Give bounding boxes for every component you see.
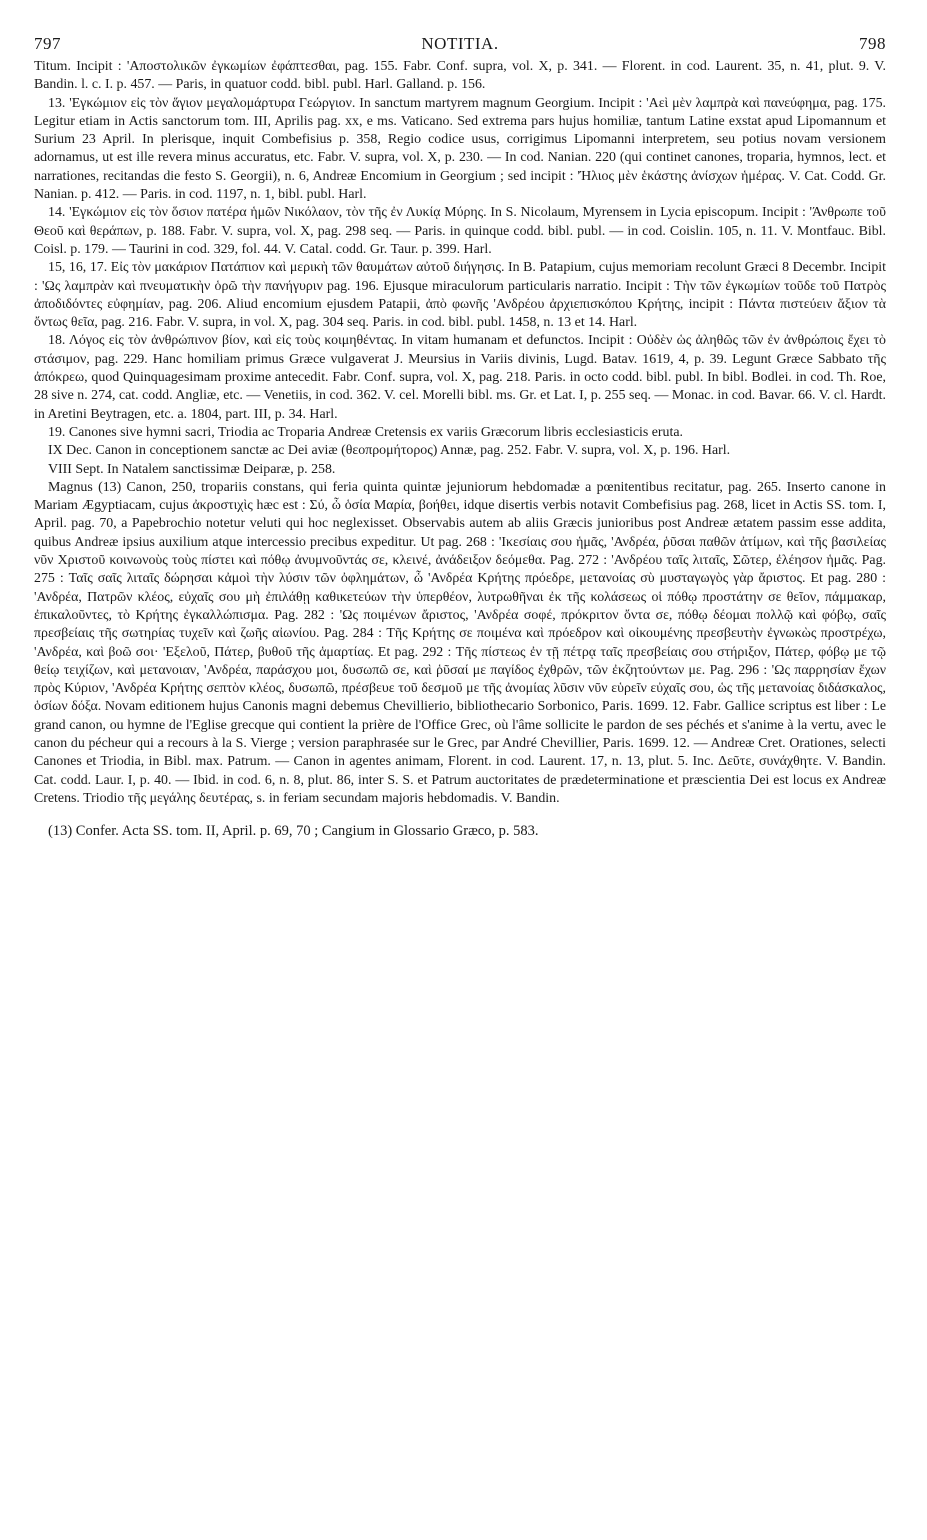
paragraph-18-vitam-humanam: 18. Λόγος εἰς τὸν ἀνθρώπινον βίον, καὶ εἰς τοὺς κοιμηθέντας. In vitam humanam et defunctos. Incipit : Οὐδὲν ὡς ἀληθῶς τῶν ἐν ἀνθρώποις ἔχει τὸ στάσιμον, pag. 229. Hanc homiliam primus Græce vulgaverat J. Meursius in Variis divinis, Lugd. Batav. 1619, 4, p. 39. Legunt Græce Sabbato τῆς ἀπόκρεω, quod Quinquagesimam proxime antecedit. Fabr. Conf. supra, vol. X, pag. 218. Paris. in octo codd. bibl. publ. In bibl. Bodlei. in cod. Th. Roe, 28 sive n. 274, cat. codd. Angliæ, etc. — Venetiis, in cod. 362. V. cel. Morelli bibl. ms. Gr. et Lat. I, p. 255 seq. — Monac. in cod. Bavar. 66. V. cl. Hardt. in Aretini Beytragen, etc. a. 1804, part. III, p. 34. Harl. [34, 333, 886, 422]
paragraph-titum: Titum. Incipit : 'Αποστολικῶν ἐγκωμίων ἐφάπτεσθαι, pag. 155. Fabr. Conf. supra, vol. X, p. 341. — Florent. in cod. Laurent. 35, n. 41, plut. 9. V. Bandin. l. c. I. p. 457. — Paris, in quatuor codd. bibl. publ. Harl. Galland. p. 156. [34, 59, 886, 93]
right-page-number: 798 [859, 34, 886, 53]
paragraph-magnus-canon: Magnus (13) Canon, 250, tropariis constans, qui feria quinta quintæ jejuniorum hebdomadæ a pœnitentibus recitatur, pag. 265. Inserto canone in Mariam Ægyptiacam, cujus ἀκροστιχὶς hæc est : Σύ, ὦ ὁσία Μαρία, βοήθει, idque disertis verbis notavit Combefisius pag. 268, licet in Actis SS. tom. I, April. pag. 70, a Papebrochio notetur veluti qui hoc neglexisset. Observabis autem ab aliis Græcis junioribus post Andreæ ætatem passim esse addita, quibus Andreæ ipsius auxilium atque intercessio precibus expeditur. Ut pag. 268 : 'Ικεσίαις σου ἡμᾶς, 'Ανδρέα, ῥῦσαι παθῶν ἀτίμων, καὶ τῆς βασιλείας νῦν Χριστοῦ κοινωνοὺς τοὺς πίστει καὶ πόθῳ ἀνυμνοῦντάς σε, κλεινέ, ἀνάδειξον δεόμεθα. Pag. 272 : 'Ανδρέου ταῖς λιταῖς, Σῶτερ, ἐλέησον ἡμᾶς. Pag. 275 : Ταῖς σαῖς λιταῖς δώρησαι κἀμοὶ τὴν λύσιν τῶν ὀφλημάτων, ὦ 'Ανδρέα Κρήτης πρόεδρε, μετανοίας σὺ μυσταγωγὸς γὰρ ἄριστος. Et pag. 280 : 'Ανδρέα, Πατρῶν κλέος, εὐχαῖς σου μὴ ἐπιλάθῃ καθικετεύων τὴν ὑπερθέον, λυτρωθῆναι ἐκ τῆς κολάσεως οἱ πόθῳ προστάτην σε θεῖον, πάμμακαρ, ἐπικαλοῦντες, τὸ Κρήτης ἐγκαλλώπισμα. Pag. 282 : 'Ως ποιμένων ἄριστος, 'Ανδρέα σοφέ, πρόκριτον ὄντα σε, πόθῳ δέομαι πολλῷ καὶ φόβῳ, σαῖς πρεσβείαις τῆς σωτηρίας τυχεῖν καὶ ζωῆς αἰωνίου. Pag. 284 : Τῆς Κρήτης σε ποιμένα καὶ πρόεδρον καὶ οἰκουμένης πρεσβευτὴν ἐγνωκὼς προστρέχω, 'Ανδρέα, καὶ βοῶ σοι· 'Εξελοῦ, Πάτερ, βυθοῦ τῆς ἁμαρτίας. Et pag. 292 : Τῆς πίστεως ἐν τῇ πέτρᾳ ταῖς πρεσβείαις σου στήριξον, Πάτερ, φόβῳ με τῷ θείῳ τειχίζων, καὶ μετανοιαν, 'Ανδρέα, παράσχου μοι, δυσωπῶ σε, καὶ ῥῦσαί με παγίδος ἐχθρῶν, τῶν ἐκζητούντων με. Pag. 296 : 'Ως παρρησίαν ἔχων πρὸς Κύριον, 'Ανδρέα Κρήτης σεπτὸν κλέος, δυσωπῶ, πρέσβευε τοῦ δεσμοῦ με τῆς ἀνομίας λῦσιν νῦν εὑρεῖν εὐχαῖς σου, ὡς τῆς μετανοίας διδάσκαλος, ὁσίων δόξα. Novam editionem hujus Canonis magni debemus Chevillierio, bibliothecario Sorbonico, Paris. 1699. 12. Fabr. Gallice scriptus est liber : Le grand canon, ou hymne de l'Eglise grecque qui contient la prière de l'Office Grec, où l'âme sollicite le pardon de ses péchés et s'anime à la vertu, avec le canon du pécheur qui a recours à la S. Vierge ; version paraphrasée sur le Grec, par André Chevillier, Paris. 1699. 12. — Andreæ Cret. Orationes, selecti Canones et Triodia, in Bibl. max. Patrum. — Canon in agentes animam, Florent. in cod. Laurent. 17, n. 13, plut. 5. Inc. Δεῦτε, συνάχθητε. V. Bandin. Cat. codd. Laur. I, p. 40. — Ibid. in cod. 6, n. 8, plut. 86, inter S. S. et Patrum auctoritates de prædeterminatione et præscientia Dei est locus ex Andreæ Cretens. Triodio τῆς μεγάλης δευτέρας, s. in feriam secundam majoris hebdomadis. V. Bandin. [34, 479, 886, 806]
page-header [34, 34, 886, 58]
paragraph-viii-sept: VIII Sept. In Natalem sanctissimæ Deiparæ, p. 258. [48, 461, 336, 477]
paragraph-19-canones: 19. Canones sive hymni sacri, Triodia ac Troparia Andreæ Cretensis ex variis Græcorum libris ecclesiasticis eruta. [48, 424, 683, 440]
paragraph-15-17-patapium: 15, 16, 17. Εἰς τὸν μακάριον Πατάπιον καὶ μερικὴ τῶν θαυμάτων αὐτοῦ διήγησις. In B. Patapium, cujus memoriam recolunt Græci 8 Decembr. Incipit : 'Ως λαμπρὰν καὶ πνευματικὴν ὁρῶ τὴν πανήγυριν pag. 196. Ejusque miraculorum particularis narratio. Incipit : Τὴν τῶν ἐγκωμίων τοῦδε τοῦ Πατρὸς ἀποδιδόντες εὐφημίαν, pag. 206. Aliud encomium ejusdem Patapii, ἀπὸ φωνῆς 'Ανδρέου ἀρχιεπισκόπου Κρήτης, incipit : Πάντα πιστεύειν ἄξιον τὰ ὄντως θεῖα, pag. 216. Fabr. V. supra, in vol. X, pag. 304 seq. Paris. in cod. bibl. publ. 1458, n. 13 et 14. Harl. [34, 260, 886, 331]
body-text [34, 58, 886, 808]
left-page-number: 797 [34, 34, 61, 53]
document-page [34, 34, 886, 840]
paragraph-13-georgium: 13. 'Εγκώμιον εἰς τὸν ἅγιον μεγαλομάρτυρα Γεώργιον. In sanctum martyrem magnum Georgium. Incipit : 'Αεὶ μὲν λαμπρὰ καὶ πανεύφημα, pag. 175. Legitur etiam in Actis sanctorum tom. III, Aprilis pag. xx, e ms. Vaticano. Sed extrema pars hujus homiliæ, tantum Latine exstat apud Lipomannum et Surium 23 April. In plerisque, inquit Combefisius p. 358, Regio codice usus, corrigimus Lipomanni interpretem, seu potius novam versionem adornamus, ut est ille revera minus accuratus, etc. Fabr. V. supra, vol. X, p. 230. — In cod. Nanian. 220 (qui continet canones, troparia, hymnos, lect. et narrationes, recitandas die festo S. Georgii), n. 6, Andreæ Encomium in Georgium ; sed incipit : 'Ήλιος μὲν ἑκάστης ἀνίσχων ἡμέρας. V. Cat. Codd. Gr. Nanian. p. 412. — Paris. in cod. 1197, n. 1, bibl. publ. Harl. [34, 95, 886, 203]
paragraph-14-nicolaum: 14. 'Εγκώμιον εἰς τὸν ὅσιον πατέρα ἡμῶν Νικόλαον, τὸν τῆς ἐν Λυκίᾳ Μύρης. In S. Nicolaum, Myrensem in Lycia episcopum. Incipit : 'Άνθρωπε τοῦ Θεοῦ καὶ θεράπων, p. 188. Fabr. V. supra, vol. X, pag. 298 seq. — Paris. in quinque codd. bibl. publ. — in cod. Coislin. 105, n. 11. V. Montfauc. Bibl. Coisl. p. 179. — Taurini in cod. 329, fol. 44. V. Catal. codd. Gr. Taur. p. 399. Harl. [34, 205, 886, 257]
running-title: NOTITIA. [421, 34, 499, 53]
footnote: (13) Confer. Acta SS. tom. II, April. p. 69, 70 ; Cangium in Glossario Græco, p. 583. [48, 823, 539, 840]
paragraph-ix-dec: IX Dec. Canon in conceptionem sanctæ ac Dei aviæ (θεοπρομήτορος) Annæ, pag. 252. Fabr. V. supra, vol. X, p. 196. Harl. [48, 443, 731, 459]
